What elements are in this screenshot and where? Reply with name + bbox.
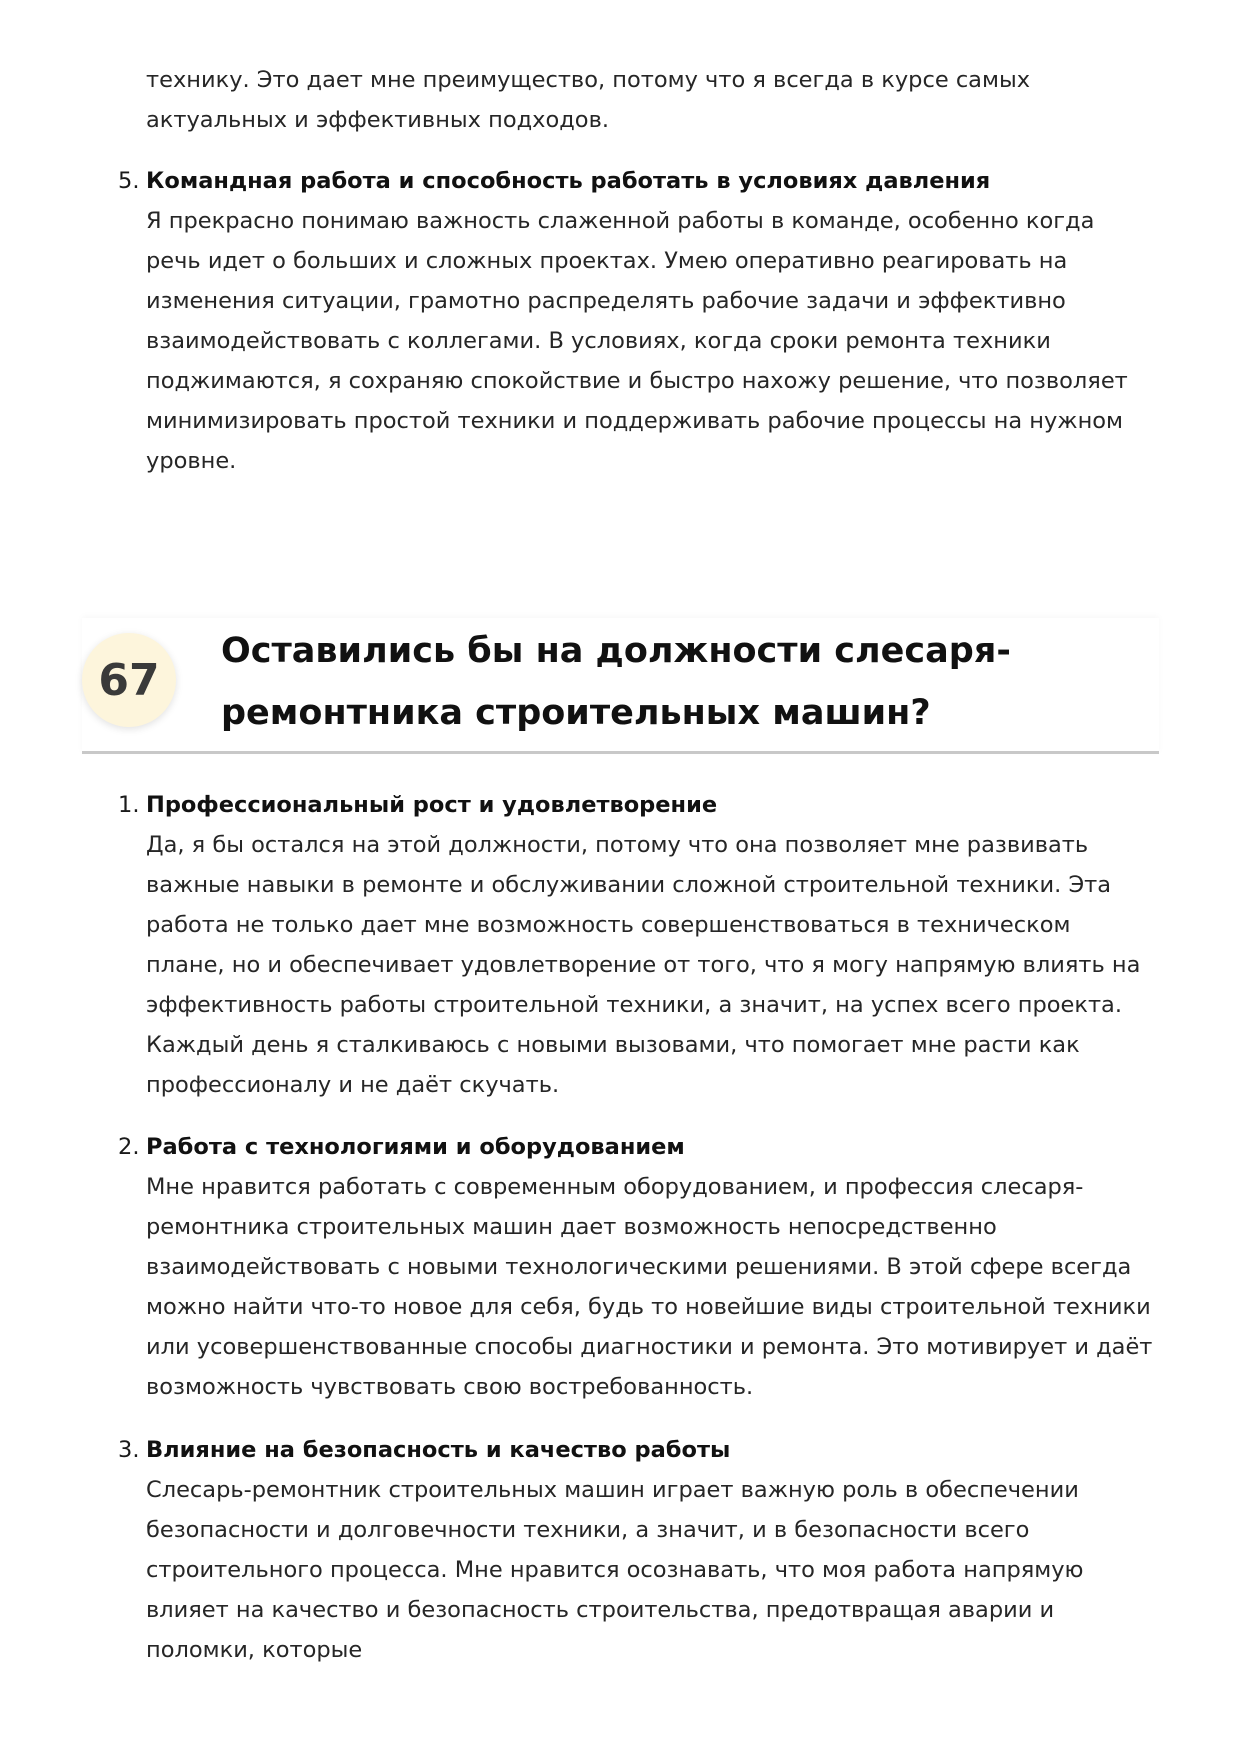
- list-item-heading: Работа с технологиями и оборудованием: [146, 1134, 685, 1160]
- question-number-badge: [82, 633, 176, 727]
- list-item-body: Да, я бы остался на этой должности, потому что она позволяет мне развивать важные навыки в ремонте и обслуживании сложной строительной техники. Эта работа не только дает мне возможность совершенствоваться в техническом плане, но и обеспечивает удовлетворение от того, что я могу напрямую влиять на эффективность работы строительной техники, а значит, на успех всего проекта. Каждый день я сталкиваюсь с новыми вызовами, что помогает мне расти как профессионалу и не даёт скучать.: [146, 832, 1141, 1098]
- list-item-answer-1: [118, 785, 1158, 1105]
- list-item-body: Мне нравится работать с современным оборудованием, и профессия слесаря-ремонтника строительных машин дает возможность непосредственно взаимодействовать с новыми технологическими решениями. В этой сфере всегда можно найти что-то новое для себя, будь то новейшие виды строительной техники или усовершенствованные способы диагностики и ремонта. Это мотивирует и даёт возможность чувствовать свою востребованность.: [146, 1174, 1153, 1400]
- question-title: Оставились бы на должности слесаря-ремонтника строительных машин?: [221, 631, 1011, 733]
- list-item-heading: Командная работа и способность работать в условиях давления: [146, 168, 991, 194]
- list-number: 2.: [118, 1134, 140, 1160]
- list-number: 3.: [118, 1437, 140, 1463]
- list-item-answer-3: [118, 1430, 1158, 1670]
- question-number: 67: [98, 654, 160, 706]
- question-header: [82, 618, 1159, 754]
- list-number: 1.: [118, 792, 140, 818]
- continued-paragraph: технику. Это дает мне преимущество, потому что я всегда в курсе самых актуальных и эффективных подходов.: [146, 67, 1031, 133]
- list-item-prev-5: [118, 161, 1158, 481]
- list-item-answer-2: [118, 1127, 1158, 1407]
- list-number: 5.: [118, 168, 140, 194]
- list-item-body: Слесарь-ремонтник строительных машин играет важную роль в обеспечении безопасности и долговечности техники, а значит, и в безопасности всего строительного процесса. Мне нравится осознавать, что моя работа напрямую влияет на качество и безопасность строительства, предотвращая аварии и поломки, которые: [146, 1477, 1084, 1663]
- list-item-body: Я прекрасно понимаю важность слаженной работы в команде, особенно когда речь идет о больших и сложных проектах. Умею оперативно реагировать на изменения ситуации, грамотно распределять рабочие задачи и эффективно взаимодействовать с коллегами. В условиях, когда сроки ремонта техники поджимаются, я сохраняю спокойствие и быстро нахожу решение, что позволяет минимизировать простой техники и поддерживать рабочие процессы на нужном уровне.: [146, 208, 1128, 474]
- list-item-heading: Влияние на безопасность и качество работы: [146, 1437, 731, 1463]
- list-item-heading: Профессиональный рост и удовлетворение: [146, 792, 718, 818]
